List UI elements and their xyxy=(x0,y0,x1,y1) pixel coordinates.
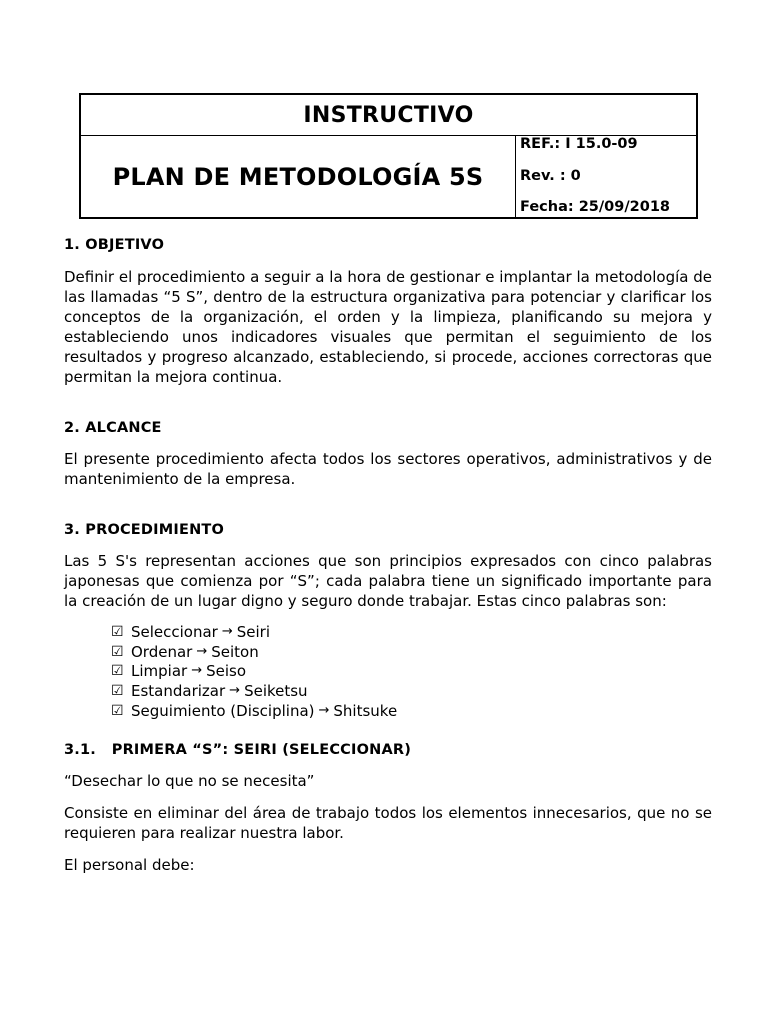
document-type-title: INSTRUCTIVO xyxy=(81,95,696,136)
section-heading-seiri: 3.1. PRIMERA “S”: SEIRI (SELECCIONAR) xyxy=(64,742,412,759)
section-text-alcance: El presente procedimiento afecta todos los sectores operativos, administrativos y de mantenimiento de la empresa. xyxy=(64,450,712,488)
section-text-objetivo: Definir el procedimiento a seguir a la hora de gestionar e implantar la metodología de las llamadas “5 S”, dentro de la estructura organizativa para potenciar y clarificar los conceptos de la organización, el orden y la limpieza, planificando su mejora y estableciendo unos indicadores visuales que permitan el seguimiento de los resultados y progreso alcanzado, estableciendo, si procede, acciones correctoras que permitan la mejora continua. xyxy=(64,268,712,386)
arrow-right-icon: → xyxy=(191,663,203,679)
section-quote-seiri: “Desechar lo que no se necesita” xyxy=(64,772,315,791)
list-item-label: Limpiar xyxy=(131,662,188,681)
document-title: PLAN DE METODOLOGÍA 5S xyxy=(81,136,516,217)
list-item-term: Seiketsu xyxy=(244,681,308,700)
section-text-procedimiento: Las 5 S's representan acciones que son principios expresados con cinco palabras japonesas que comienza por “S”; cada palabra tiene un significado importante para la creación de un lugar digno y seguro donde trabajar. Estas cinco palabras son: xyxy=(64,552,712,610)
list-item xyxy=(111,661,712,681)
reference-code: REF.: I 15.0-09 xyxy=(520,136,638,152)
checkbox-checked-icon: ☑ xyxy=(111,663,124,680)
list-item-label: Ordenar xyxy=(131,642,193,661)
header-table xyxy=(79,93,698,219)
arrow-right-icon: → xyxy=(221,623,233,639)
list-item-label: Seleccionar xyxy=(131,622,218,641)
revision-number: Rev. : 0 xyxy=(520,168,581,184)
list-item xyxy=(111,681,712,701)
arrow-right-icon: → xyxy=(318,702,330,718)
list-item xyxy=(111,622,712,642)
checkbox-checked-icon: ☑ xyxy=(111,643,124,660)
list-item-label: Estandarizar xyxy=(131,681,226,700)
document-meta xyxy=(516,136,696,217)
arrow-right-icon: → xyxy=(196,643,208,659)
five-s-list xyxy=(64,622,712,720)
list-item-label: Seguimiento (Disciplina) xyxy=(131,701,315,720)
list-item-term: Seiso xyxy=(206,662,247,681)
section-heading-alcance: 2. ALCANCE xyxy=(64,420,162,436)
document-date: Fecha: 25/09/2018 xyxy=(520,199,671,215)
section-text-seiri: Consiste en eliminar del área de trabajo todos los elementos innecesarios, que no se requieren para realizar nuestra labor. xyxy=(64,804,712,843)
section-heading-procedimiento: 3. PROCEDIMIENTO xyxy=(64,522,225,538)
document-body xyxy=(64,232,712,875)
list-item-term: Seiri xyxy=(236,622,271,641)
list-item-term: Shitsuke xyxy=(333,701,398,720)
checkbox-checked-icon: ☑ xyxy=(111,702,124,719)
arrow-right-icon: → xyxy=(229,682,241,698)
list-item xyxy=(111,701,712,721)
section-text-personal: El personal debe: xyxy=(64,856,195,875)
checkbox-checked-icon: ☑ xyxy=(111,623,124,640)
list-item-term: Seiton xyxy=(211,642,259,661)
section-heading-objetivo: 1. OBJETIVO xyxy=(64,237,165,253)
checkbox-checked-icon: ☑ xyxy=(111,682,124,699)
list-item xyxy=(111,642,712,662)
